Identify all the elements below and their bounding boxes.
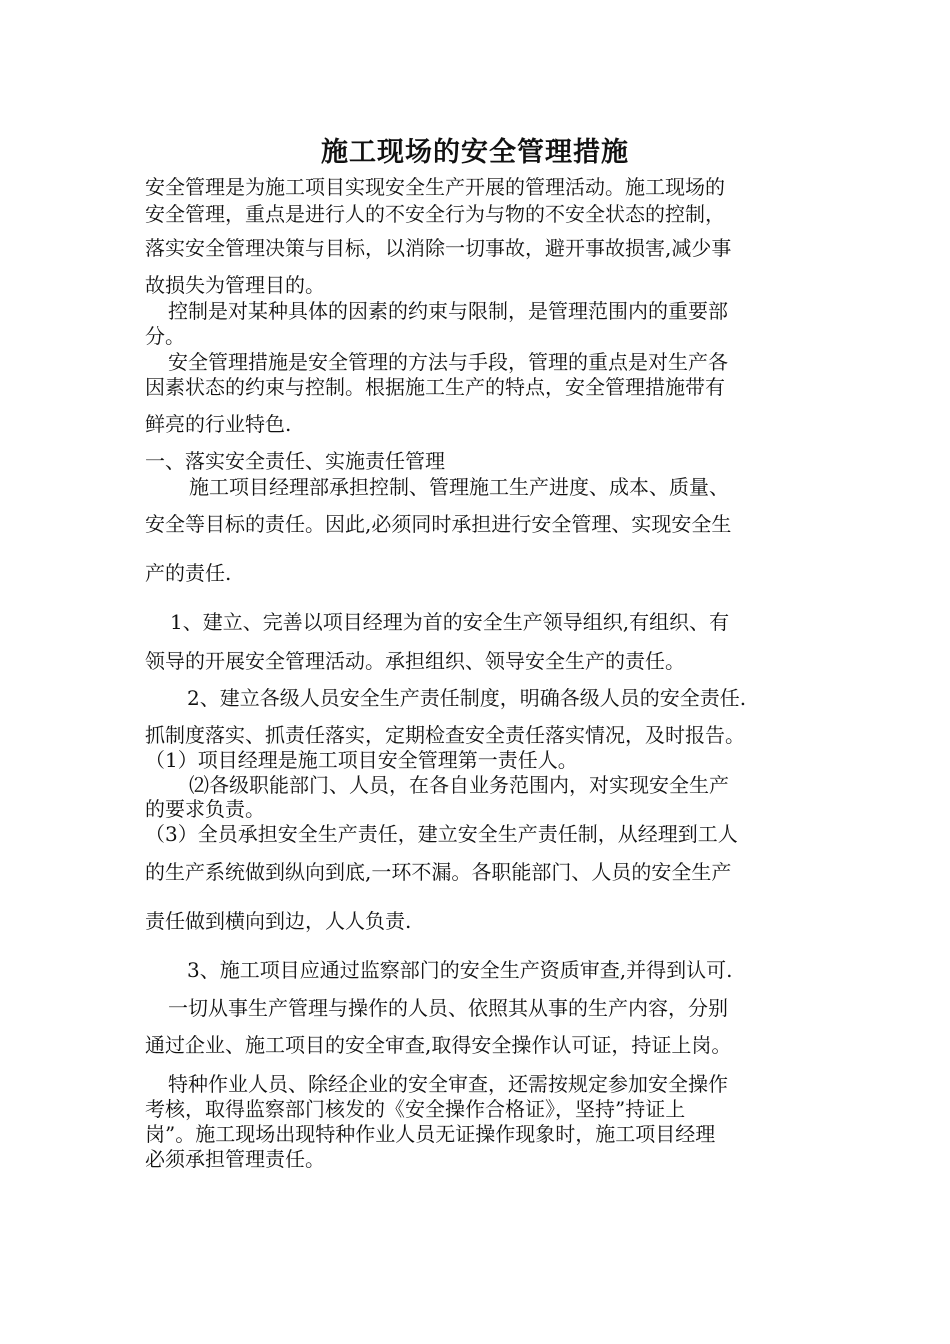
paragraph-line: 抓制度落实、抓责任落实，定期检查安全责任落实情况，及时报告。 bbox=[145, 723, 745, 747]
paragraph-line: 落实安全管理决策与目标，以消除一切事故，避开事故损害,减少事 bbox=[145, 236, 732, 260]
paragraph-line: （1）项目经理是施工项目安全管理第一责任人。 bbox=[145, 748, 578, 772]
paragraph-line: 安全管理是为施工项目实现安全生产开展的管理活动。施工现场的 bbox=[145, 175, 725, 199]
paragraph-line: （3）全员承担安全生产责任，建立安全生产责任制，从经理到工人 bbox=[145, 822, 738, 846]
paragraph-line: 的生产系统做到纵向到底,一环不漏。各职能部门、人员的安全生产 bbox=[145, 860, 732, 884]
paragraph-line: 2、建立各级人员安全生产责任制度，明确各级人员的安全责任. bbox=[187, 686, 747, 710]
paragraph-line: 分。 bbox=[145, 324, 185, 348]
document-title: 施工现场的安全管理措施 bbox=[321, 137, 629, 168]
paragraph-line: ⑵各级职能部门、人员，在各自业务范围内，对实现安全生产 bbox=[189, 773, 729, 797]
paragraph-line: 考核，取得监察部门核发的《安全操作合格证》，坚持”持证上 bbox=[145, 1097, 686, 1121]
paragraph-line: 故损失为管理目的。 bbox=[145, 273, 325, 297]
paragraph-line: 1、建立、完善以项目经理为首的安全生产领导组织,有组织、有 bbox=[170, 610, 730, 634]
paragraph-line: 通过企业、施工项目的安全审查,取得安全操作认可证，持证上岗。 bbox=[145, 1033, 732, 1057]
paragraph-line: 责任做到横向到边，人人负责. bbox=[145, 909, 412, 933]
paragraph-line: 特种作业人员、除经企业的安全审查，还需按规定参加安全操作 bbox=[168, 1072, 728, 1096]
paragraph-line: 3、施工项目应通过监察部门的安全生产资质审查,并得到认可. bbox=[187, 958, 733, 982]
paragraph-line: 领导的开展安全管理活动。承担组织、领导安全生产的责任。 bbox=[145, 649, 685, 673]
paragraph-line: 产的责任. bbox=[145, 561, 232, 585]
paragraph-line: 岗”。施工现场出现特种作业人员无证操作现象时，施工项目经理 bbox=[145, 1122, 716, 1146]
paragraph-line: 安全管理措施是安全管理的方法与手段，管理的重点是对生产各 bbox=[168, 350, 728, 374]
paragraph-line: 的要求负责。 bbox=[145, 797, 265, 821]
paragraph-line: 施工项目经理部承担控制、管理施工生产进度、成本、质量、 bbox=[189, 475, 729, 499]
paragraph-line: 安全管理，重点是进行人的不安全行为与物的不安全状态的控制， bbox=[145, 202, 725, 226]
paragraph-line: 必须承担管理责任。 bbox=[145, 1147, 325, 1171]
paragraph-line: 安全等目标的责任。因此,必须同时承担进行安全管理、实现安全生 bbox=[145, 512, 732, 536]
paragraph-line: 鲜亮的行业特色. bbox=[145, 412, 292, 436]
paragraph-line: 控制是对某种具体的因素的约束与限制，是管理范围内的重要部 bbox=[168, 299, 728, 323]
section-heading: 一、落实安全责任、实施责任管理 bbox=[145, 449, 445, 473]
paragraph-line: 因素状态的约束与控制。根据施工生产的特点，安全管理措施带有 bbox=[145, 375, 725, 399]
paragraph-line: 一切从事生产管理与操作的人员、依照其从事的生产内容，分别 bbox=[168, 996, 728, 1020]
